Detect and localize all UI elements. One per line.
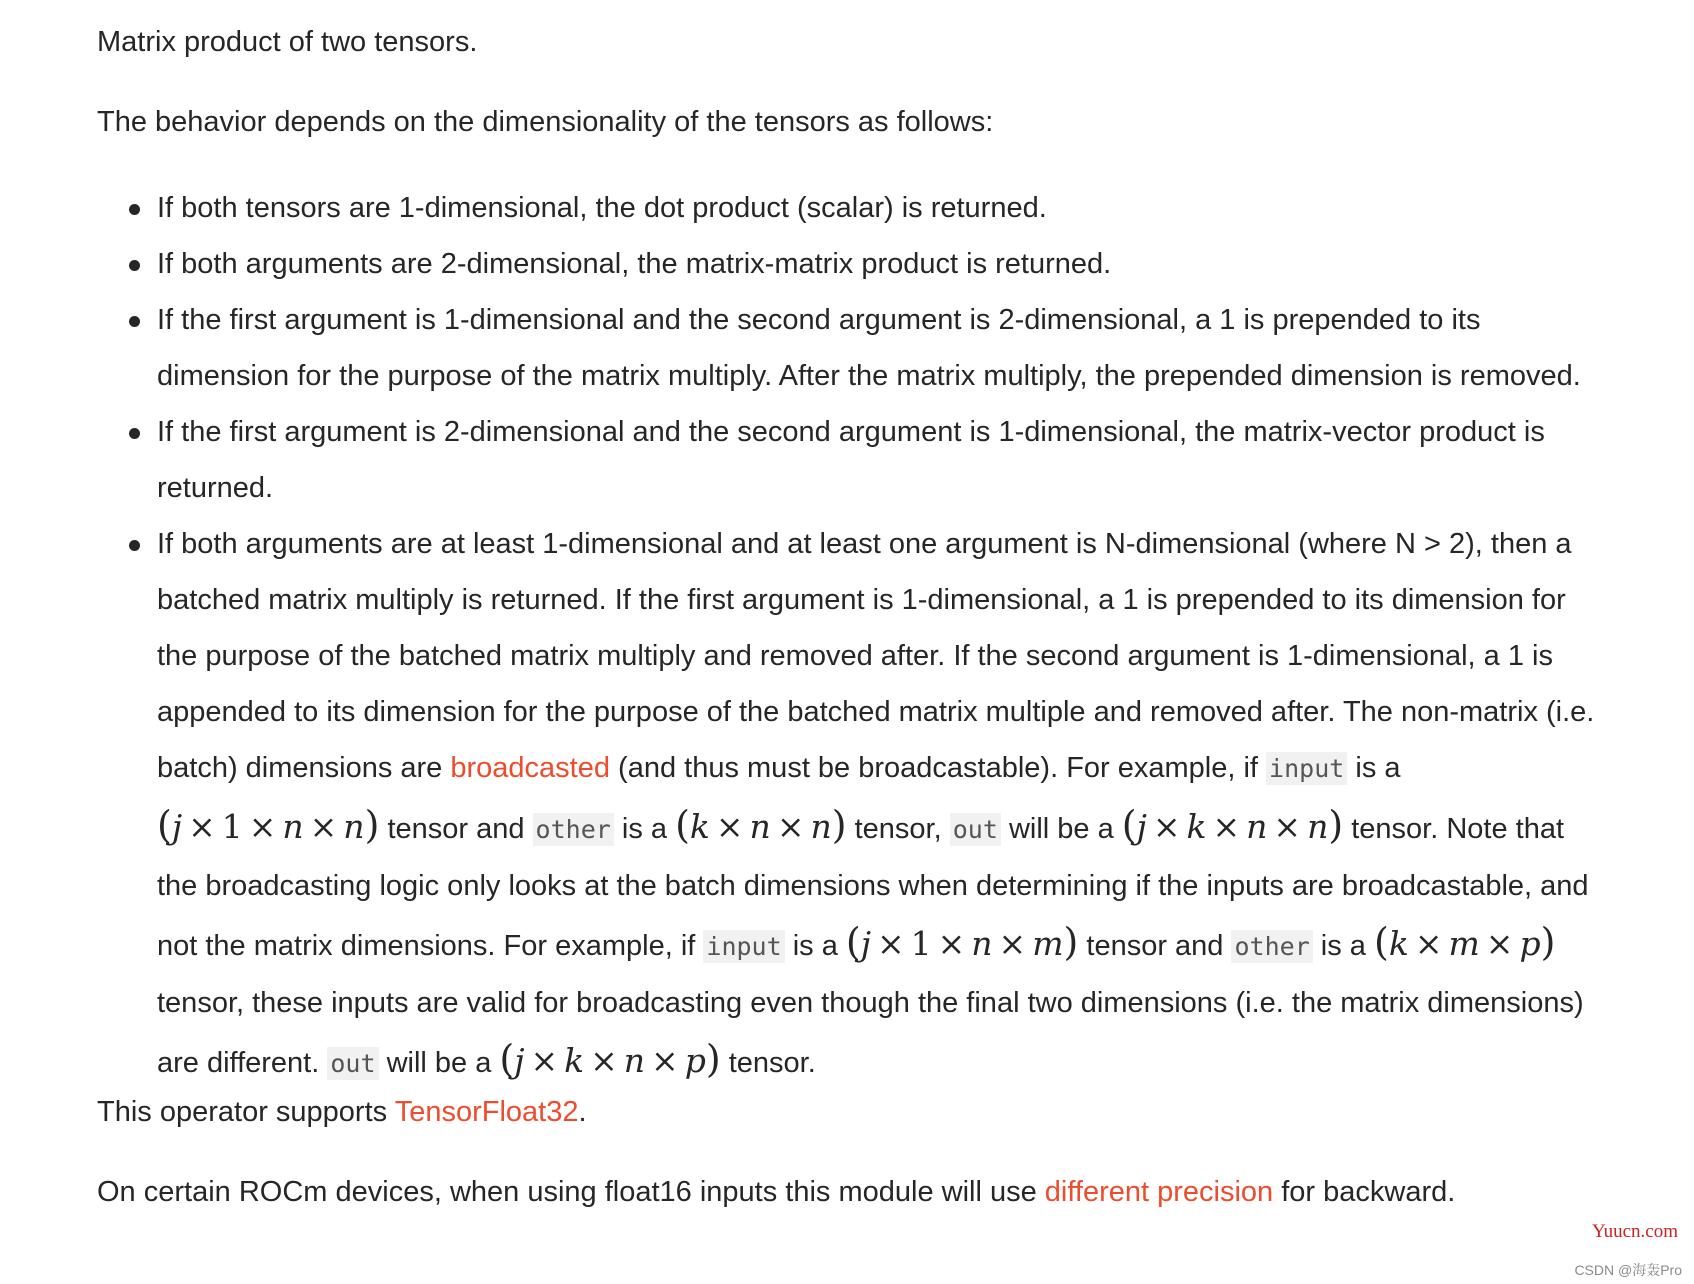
- rule-text: tensor.: [1343, 813, 1439, 845]
- rule-text: (and thus must be broadcastable). For example, if: [610, 752, 1267, 784]
- rule-text: tensor,: [846, 813, 950, 845]
- different-precision-link[interactable]: different precision: [1044, 1176, 1274, 1208]
- tensorfloat32-link[interactable]: TensorFloat32: [394, 1096, 579, 1128]
- rule-text: tensor.: [720, 1047, 816, 1079]
- rocm-prefix: On certain ROCm devices, when using float16 inputs this module will use: [97, 1176, 1045, 1208]
- rule-text: will be a: [378, 1047, 500, 1079]
- math-shape-j1nm: (j × 1 × n × m): [845, 920, 1079, 964]
- author-watermark: CSDN @海轰Pro: [1574, 1262, 1682, 1278]
- code-out: out: [327, 1047, 378, 1080]
- rule-item-batched: [157, 516, 1607, 1092]
- behavior-intro: The behavior depends on the dimensionality of the tensors as follows:: [97, 106, 994, 138]
- rule-text: tensor and: [379, 813, 533, 845]
- rule-text: is a: [1347, 752, 1401, 784]
- rule-text: tensor and: [1078, 930, 1232, 962]
- tf32-note: [97, 1084, 1607, 1140]
- code-other: other: [1231, 930, 1312, 963]
- code-other: other: [533, 813, 614, 846]
- code-out: out: [950, 813, 1001, 846]
- site-watermark: Yuucn.com: [1591, 1221, 1678, 1242]
- rocm-note: [97, 1164, 1607, 1220]
- rule-item-1d-2d: If the first argument is 1-dimensional and the second argument is 2-dimensional, a 1 is prepended to its dimension for the purpose of the matrix multiply. After the matrix multiply, the prepended dimension is removed.: [157, 292, 1607, 404]
- rule-item-2d-1d: If the first argument is 2-dimensional and the second argument is 1-dimensional, the matrix-vector product is returned.: [157, 404, 1607, 516]
- rule-text: If both arguments are at least 1-dimensional and at least one argument is N-dimensional (where N > 2), then a batched matrix multiply is returned. If the first argument is 1-dimensional, a 1 is prepended to its dimension for the purpose of the batched matrix multiply and removed after. If the second argument is 1-dimensional, a 1 is appended to its dimension for the purpose of the batched matrix multiple and removed after. The non-matrix (i.e. batch) dimensions are: [157, 528, 1595, 784]
- intro-sentence: Matrix product of two tensors.: [97, 26, 478, 58]
- rule-text: will be a: [1000, 813, 1122, 845]
- math-shape-jknp: (j × k × n × p): [499, 1037, 721, 1081]
- math-shape-jknn: (j × k × n × n): [1121, 803, 1344, 847]
- math-shape-j1nn: (j × 1 × n × n): [157, 803, 380, 847]
- code-input: input: [703, 930, 784, 963]
- broadcasted-link[interactable]: broadcasted: [450, 752, 610, 784]
- rules-list: [97, 180, 1607, 1092]
- rule-item-2d-2d: If both arguments are 2-dimensional, the matrix-matrix product is returned.: [157, 236, 1607, 292]
- rule-text: Note that the broadcasting logic only looks at the batch dimensions when determining if the inputs are broadcastable, and not the matrix dimensions. For example, if: [157, 813, 1589, 962]
- rule-text: is a: [784, 930, 846, 962]
- math-shape-kmp: (k × m × p): [1374, 920, 1556, 964]
- rule-text: tensor, these inputs are valid for broadcasting even though the final two dimensions (i.e. the matrix dimensions) are different.: [157, 987, 1584, 1079]
- rule-item-1d-1d: If both tensors are 1-dimensional, the dot product (scalar) is returned.: [157, 180, 1607, 236]
- code-input: input: [1266, 752, 1347, 785]
- rule-text: is a: [613, 813, 676, 845]
- math-shape-knn: (k × n × n): [675, 803, 847, 847]
- rule-text: is a: [1312, 930, 1374, 962]
- tf32-prefix: This operator supports: [97, 1096, 395, 1128]
- tf32-suffix: .: [578, 1096, 587, 1128]
- document-body: [97, 14, 1607, 1220]
- rocm-suffix: for backward.: [1273, 1176, 1456, 1208]
